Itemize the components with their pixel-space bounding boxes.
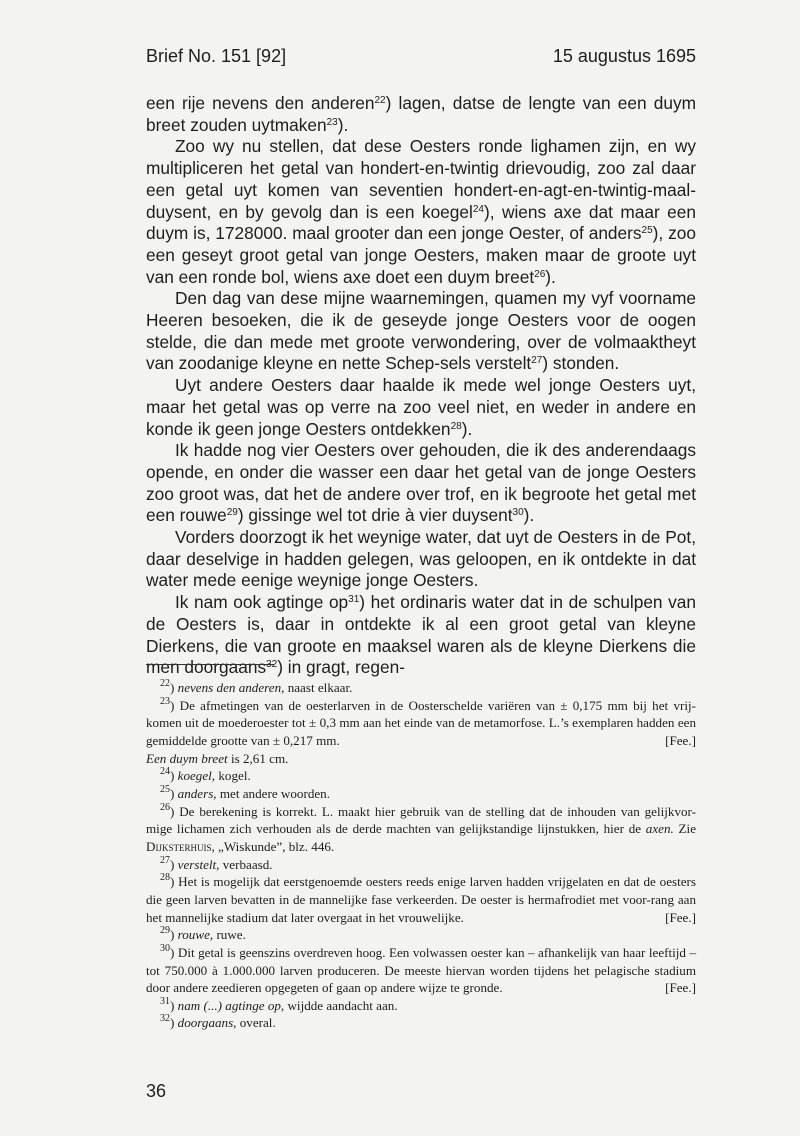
footnote-ref[interactable]: 22 — [374, 95, 386, 106]
footnote-ref[interactable]: 32 — [266, 659, 278, 671]
footnote: $^{31}$) nam (...) agtinge op, wijdde aandacht aan. — [160, 995, 398, 1013]
footnote-ref[interactable]: 27 — [531, 355, 543, 367]
page-number: 36 — [146, 1081, 167, 1101]
footnote: $^{29}$) rouwe, ruwe. — [160, 925, 246, 943]
main-text — [146, 93, 696, 679]
editor-tag: [Fee.] — [665, 909, 696, 925]
paragraph: Ik hadde nog vier Oesters over gehouden, die ik des anderendaags opende, en onder die wasser een daar het getal van de jonge Oesters zoo groot was, dat het de andere over trof, en ik begroote het getal met een rouwe$^{29}$) gissinge wel tot drie à vier duysent$^{30}$). — [146, 440, 696, 526]
footnote: $^{32}$) doorgaans, overal. — [160, 1013, 276, 1031]
editor-tag: [Fee.] — [665, 732, 696, 748]
paragraph: Zoo wy nu stellen, dat dese Oesters ronde lighamen zijn, en wy multipliceren het getal van hondert-en-twintig drievoudig, zoo zal daar een getal uyt komen van seventien hondert-en-agt-en-twintig-maal-duysent, en by gevolg dan is een koegel$^{24}$), wiens axe dat maar een duym is, 1728000. maal grooter dan een jonge Oester, of anders$^{25}$), zoo een geseyt groot getal van jonge Oesters, maken maar de groote uyt van een ronde bol, wiens axe doet een duym breet$^{26}$). — [146, 136, 696, 287]
footnote-ref[interactable]: 30 — [512, 507, 524, 519]
footnotes — [146, 679, 696, 1032]
footnote-ref[interactable]: 25 — [641, 225, 653, 237]
footnote-ref[interactable]: 28 — [450, 420, 462, 432]
footnote-ref[interactable]: 29 — [226, 507, 238, 519]
footnote-ref[interactable]: 24 — [472, 203, 484, 215]
paragraph: Ik nam ook agtinge $op^{31}$) het ordinaris water dat in de schulpen van de Oesters is, daar in ontdekte ik al een groot getal van kleyne Dierkens, die van groote en maaksel waren als de kleyne Dierkens die men doorgaans$^{32}$) in gragt, regen- — [146, 592, 696, 678]
footnote-continuation: Een duym breet is 2,61 cm. — [146, 750, 289, 766]
paragraph: Uyt andere Oesters daar haalde ik mede wel jonge Oesters uyt, maar het getal was op verre na zoo veel niet, en weder in andere en konde ik geen jonge Oesters ontdekken$^{28}$). — [146, 375, 696, 439]
footnote-ref[interactable]: 23 — [326, 116, 338, 128]
footnote-separator — [146, 664, 274, 665]
running-header — [146, 46, 696, 72]
footnote: $^{24}$) koegel, kogel. — [160, 766, 251, 784]
footnote: $^{25}$) anders, met andere woorden. — [160, 783, 330, 801]
footnote: $^{26}$) De berekening is korrekt. L. maakt hier gebruik van de stelling dat de inhouden van gelijkvor-mige lichamen zich verhouden als de derde machten van gelijkstandige lijnstukken, hier de axen. Zie Dijksterhuis, „Wiskunde”, blz. 446. — [146, 801, 697, 854]
editor-tag: [Fee.] — [665, 980, 696, 996]
footnote: $^{27}$) verstelt, verbaasd. — [160, 854, 273, 872]
paragraph: Den dag van dese mijne waarnemingen, quamen my vyf voorname Heeren besoeken, die ik de geseyde jonge Oesters voor de oogen stelde, die dan mede met groote verwondering, over de volmaaktheyt van zoodanige kleyne en nette Schep-sels verstelt$^{27}$) stonden. — [146, 288, 696, 374]
footnote: $^{22}$) nevens den anderen, naast elkaar. — [160, 678, 353, 695]
letter-date: 15 augustus 1695 — [552, 46, 696, 66]
paragraph: een rije nevens den anderen$^{22}$) lagen, datse de lengte van een duym breet zouden uytmaken$^{23}$). — [146, 93, 697, 135]
author-name: Dijksterhuis — [146, 838, 212, 854]
paragraph: Vorders doorzogt ik het weynige water, dat uyt de Oesters in de Pot, daar deselvige in hadden gelegen, was geloopen, en ik ontdekte in dat water mede eenige weynige jonge Oesters. — [146, 527, 696, 591]
footnote-ref[interactable]: 26 — [534, 268, 546, 280]
footnote: $^{28}$) Het is mogelijk dat eerstgenoemde oesters reeds enige larven hadden vrijgelaten en dat de oesters die geen larven bevatten in de mannelijke fase verkeerden. De oester is hermafrodiet met voor-rang aan het mannelijke stadium dat later overgaat in het vrouwelijke. [Fee.] — [146, 872, 697, 925]
letter-reference: Brief No. 151 [92] — [146, 46, 287, 66]
footnote-ref[interactable]: 31 — [348, 594, 360, 606]
footnote: $^{30}$) Dit getal is geenszins overdreven hoog. Een volwassen oester kan – afhankelijk van haar leeftijd – tot 750.000 à 1.000.000 larven produceren. De meeste hiervan worden tijdens het pelagische stadium door andere zeedieren opgegeten of gaan op andere wijze te gronde. [Fee.] — [146, 942, 696, 996]
footnote: $^{23}$) De afmetingen van de oesterlarven in de Oosterschelde variëren van ± 0,175 mm bij het vrij-komen uit de moederoester tot ± 0,3 mm aan het einde van de metamorfose. L.’s exemplaren hadden een gemiddelde grootte van ± 0,217 mm. [Fee.] — [146, 695, 696, 748]
